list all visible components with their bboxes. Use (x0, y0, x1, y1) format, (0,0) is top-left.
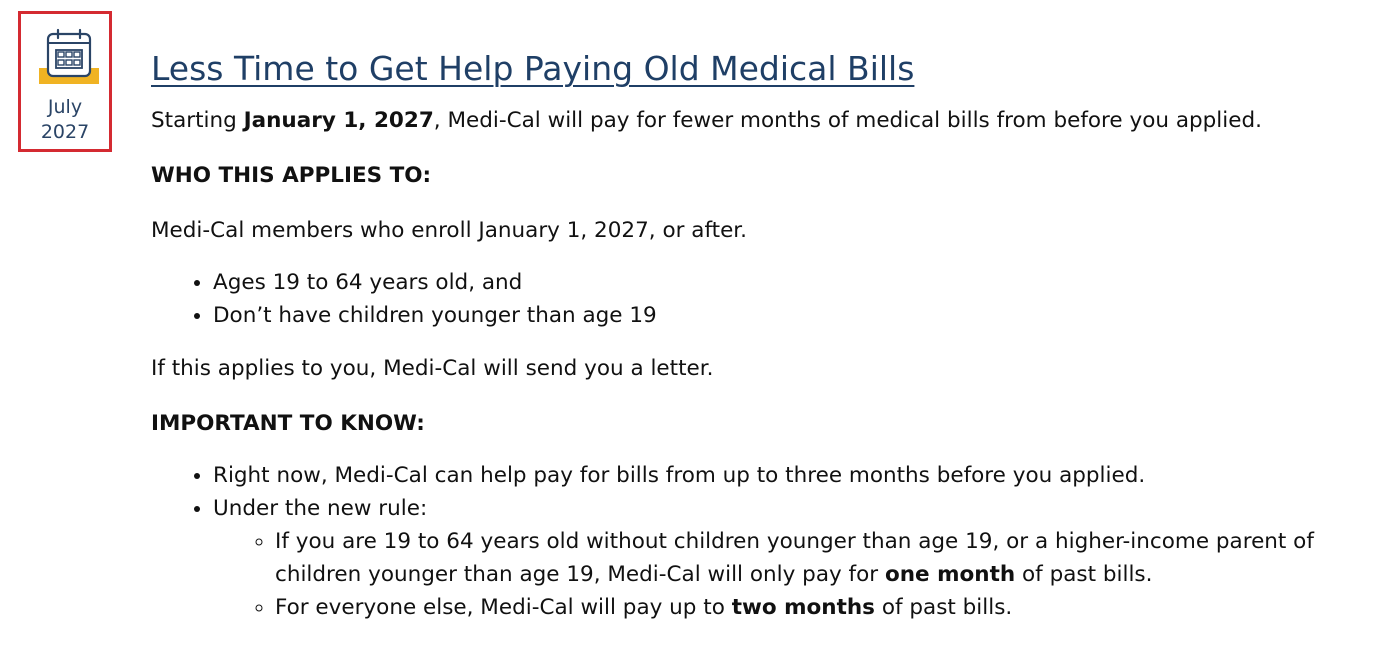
list-item: • Don’t have children younger than age 19 (213, 299, 1361, 332)
article-title-link[interactable]: Less Time to Get Help Paying Old Medical Bills (151, 49, 915, 88)
intro-suffix: , Medi-Cal will pay for fewer months of medical bills from before you applied. (433, 108, 1262, 133)
article (151, 48, 1361, 624)
who-applies-text: Medi-Cal members who enroll January 1, 2027, or after. (151, 218, 747, 243)
calendar-icon (39, 28, 99, 94)
intro-paragraph (151, 104, 1361, 137)
new-rule-label: Under the new rule: (213, 496, 428, 521)
new-rule-sublist (213, 525, 1361, 624)
sub-item-suffix: of past bills. (874, 595, 1013, 620)
date-badge (18, 11, 112, 152)
sub-item-suffix: of past bills. (1015, 562, 1153, 587)
letter-note: If this applies to you, Medi-Cal will send you a letter. (151, 356, 714, 381)
date-month: July (47, 96, 83, 118)
sub-item-bold: one month (884, 562, 1016, 587)
list-item: • Right now, Medi-Cal can help pay for bills from up to three months before you applied. (213, 459, 1361, 492)
intro-prefix: Starting (151, 108, 244, 133)
sub-list-item (275, 525, 1361, 591)
sub-list-item (275, 591, 1361, 624)
important-heading: IMPORTANT TO KNOW: (151, 411, 425, 436)
sub-item-prefix: For everyone else, Medi-Cal will pay up to (275, 595, 732, 620)
list-item (213, 492, 1361, 624)
sub-item-prefix: If you are 19 to 64 years old without children younger than age 19, or a higher-income parent of children younger than age 19, Medi-Cal will only pay for (275, 529, 1314, 587)
date-year: 2027 (40, 121, 90, 143)
who-applies-heading: WHO THIS APPLIES TO: (151, 163, 432, 188)
who-applies-list (151, 266, 1361, 332)
sub-item-bold: two months (731, 595, 875, 620)
intro-date: January 1, 2027 (243, 108, 434, 133)
list-item: • Ages 19 to 64 years old, and (213, 266, 1361, 299)
important-list (151, 459, 1361, 624)
